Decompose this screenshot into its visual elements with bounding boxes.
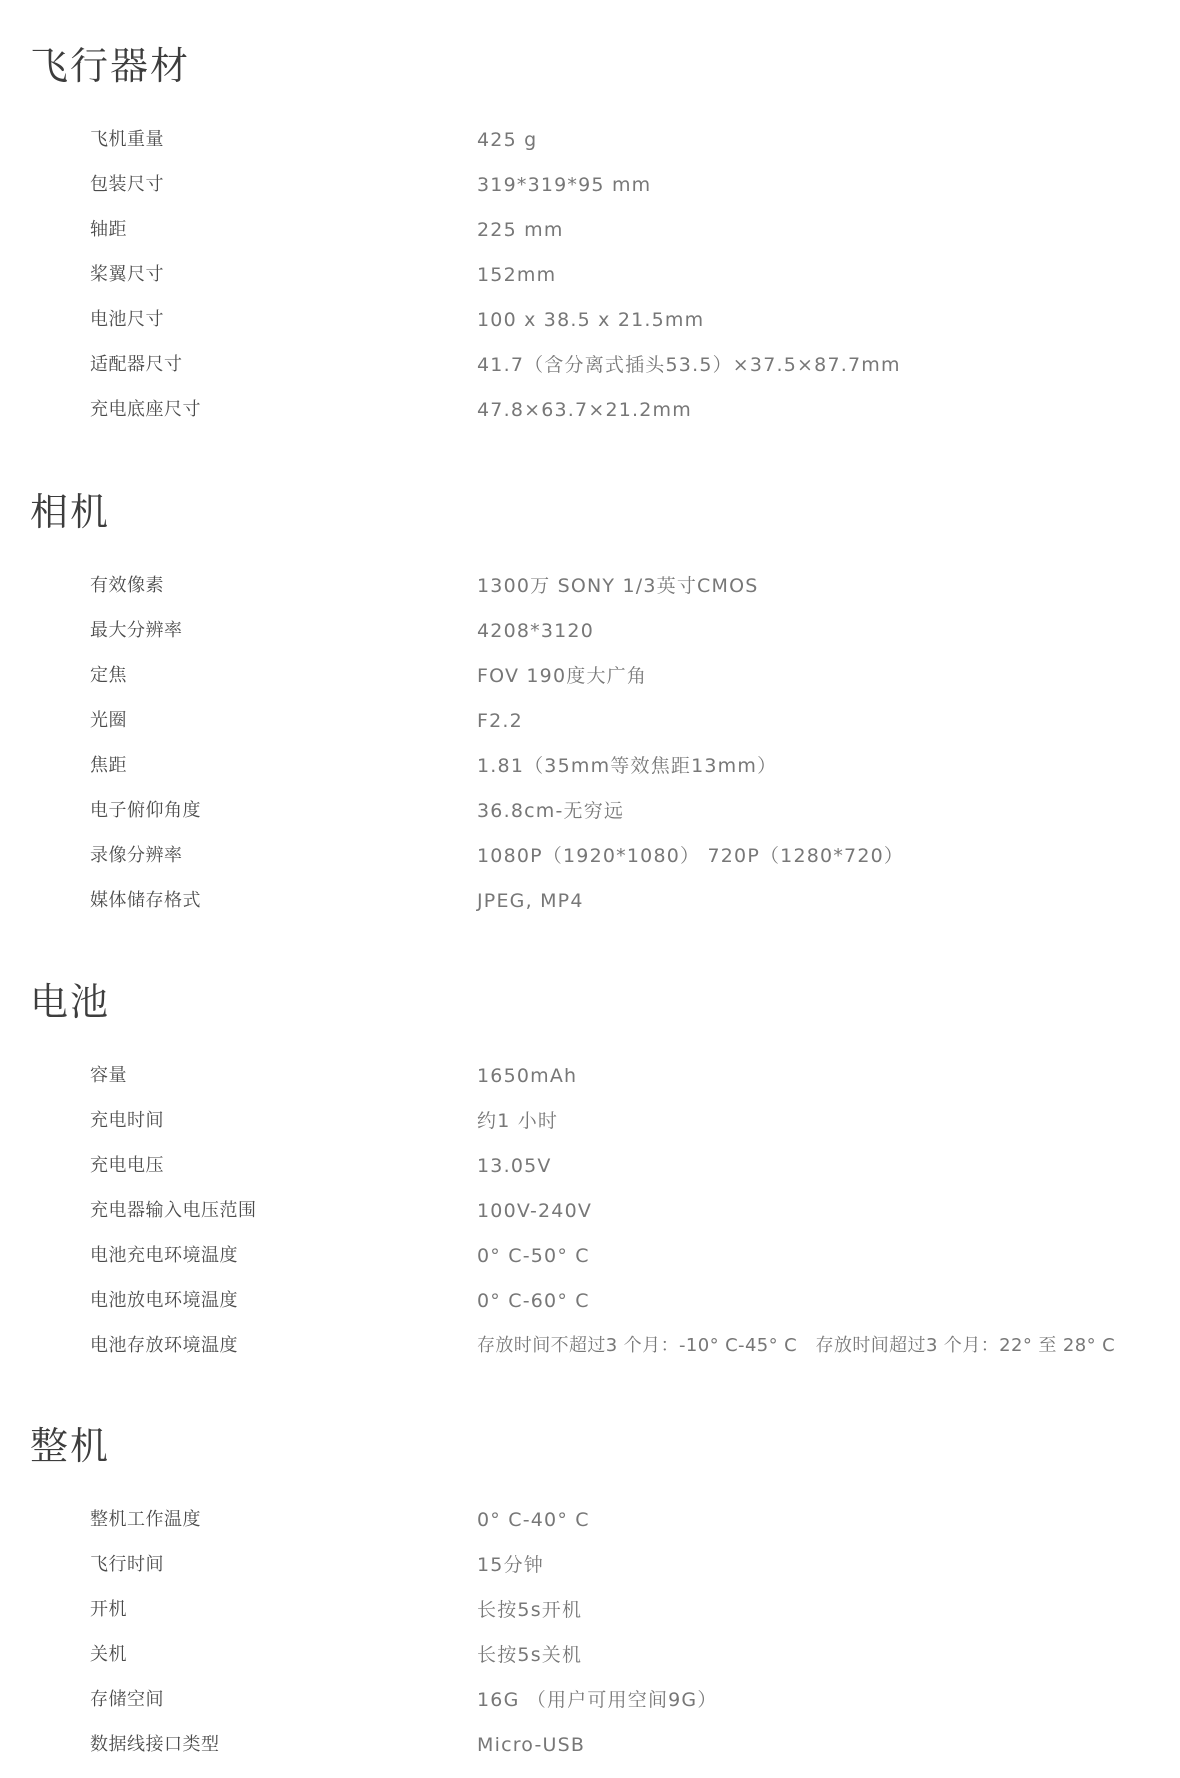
spec-label: 开机 xyxy=(90,1599,127,1620)
spec-value: 47.8×63.7×21.2mm xyxy=(477,399,692,421)
spec-label: 媒体储存格式 xyxy=(90,890,201,911)
spec-row xyxy=(0,173,1180,218)
spec-value: 长按5s开机 xyxy=(477,1599,583,1621)
spec-row xyxy=(0,574,1180,619)
spec-label: 容量 xyxy=(90,1065,127,1086)
spec-value: 13.05V xyxy=(477,1155,552,1177)
spec-value: 0° C-40° C xyxy=(477,1509,590,1531)
spec-label: 电池充电环境温度 xyxy=(90,1245,238,1266)
spec-value: F2.2 xyxy=(477,710,523,732)
spec-value: 319*319*95 mm xyxy=(477,174,652,196)
spec-row xyxy=(0,1553,1180,1598)
spec-row xyxy=(0,709,1180,754)
spec-value: 存放时间不超过3 个月：-10° C-45° C 存放时间超过3 个月：22° 至 28° C xyxy=(477,1335,1116,1356)
spec-label: 桨翼尺寸 xyxy=(90,264,164,285)
spec-row xyxy=(0,1643,1180,1688)
spec-label: 包装尺寸 xyxy=(90,174,164,195)
spec-value: 长按5s关机 xyxy=(477,1644,583,1666)
spec-row xyxy=(0,1289,1180,1334)
spec-value: 36.8cm-无穷远 xyxy=(477,800,625,822)
spec-row xyxy=(0,1109,1180,1154)
spec-value: 1650mAh xyxy=(477,1065,578,1087)
spec-label: 最大分辨率 xyxy=(90,620,183,641)
spec-label: 飞机重量 xyxy=(90,129,164,150)
spec-row xyxy=(0,1199,1180,1244)
spec-label: 电池尺寸 xyxy=(90,309,164,330)
spec-value: 425 g xyxy=(477,129,538,151)
spec-list xyxy=(0,128,1180,443)
spec-label: 录像分辨率 xyxy=(90,845,183,866)
spec-label: 电子俯仰角度 xyxy=(90,800,201,821)
spec-value: 100V-240V xyxy=(477,1200,593,1222)
spec-row xyxy=(0,398,1180,443)
spec-row xyxy=(0,308,1180,353)
spec-row xyxy=(0,1244,1180,1289)
spec-list xyxy=(0,1064,1180,1379)
spec-list xyxy=(0,574,1180,934)
spec-row xyxy=(0,1598,1180,1643)
spec-row xyxy=(0,263,1180,308)
spec-row xyxy=(0,844,1180,889)
spec-label: 电池放电环境温度 xyxy=(90,1290,238,1311)
spec-value: 4208*3120 xyxy=(477,620,595,642)
spec-value: 1080P（1920*1080） 720P（1280*720） xyxy=(477,845,905,867)
spec-row xyxy=(0,218,1180,263)
spec-row xyxy=(0,619,1180,664)
spec-label: 整机工作温度 xyxy=(90,1509,201,1530)
spec-label: 充电底座尺寸 xyxy=(90,399,201,420)
spec-value: 0° C-50° C xyxy=(477,1245,590,1267)
section-title: 相机 xyxy=(30,490,111,534)
spec-label: 充电电压 xyxy=(90,1155,164,1176)
spec-label: 光圈 xyxy=(90,710,127,731)
section-title: 电池 xyxy=(30,980,111,1024)
spec-label: 有效像素 xyxy=(90,575,164,596)
spec-value: Micro-USB xyxy=(477,1734,586,1756)
spec-label: 关机 xyxy=(90,1644,127,1665)
spec-row xyxy=(0,128,1180,173)
spec-row xyxy=(0,889,1180,934)
spec-row xyxy=(0,754,1180,799)
spec-label: 电池存放环境温度 xyxy=(90,1335,238,1356)
spec-value: 15分钟 xyxy=(477,1554,544,1576)
spec-value: 41.7（含分离式插头53.5）×37.5×87.7mm xyxy=(477,354,901,376)
spec-value: JPEG, MP4 xyxy=(477,890,584,912)
spec-value: 225 mm xyxy=(477,219,564,241)
spec-value: 16G （用户可用空间9G） xyxy=(477,1689,718,1711)
spec-label: 充电时间 xyxy=(90,1110,164,1131)
spec-row xyxy=(0,1154,1180,1199)
spec-value: 约1 小时 xyxy=(477,1110,559,1132)
spec-value: 1.81（35mm等效焦距13mm） xyxy=(477,755,778,777)
spec-row xyxy=(0,1688,1180,1733)
spec-row xyxy=(0,799,1180,844)
spec-row xyxy=(0,1334,1180,1379)
spec-label: 存储空间 xyxy=(90,1689,164,1710)
spec-row xyxy=(0,1733,1180,1778)
section-title: 飞行器材 xyxy=(30,44,191,88)
spec-label: 数据线接口类型 xyxy=(90,1734,220,1755)
spec-label: 定焦 xyxy=(90,665,127,686)
spec-row xyxy=(0,664,1180,709)
spec-value: 100 x 38.5 x 21.5mm xyxy=(477,309,705,331)
spec-label: 飞行时间 xyxy=(90,1554,164,1575)
spec-value: 1300万 SONY 1/3英寸CMOS xyxy=(477,575,759,597)
spec-value: FOV 190度大广角 xyxy=(477,665,648,687)
spec-list xyxy=(0,1508,1180,1778)
spec-label: 充电器输入电压范围 xyxy=(90,1200,257,1221)
spec-row xyxy=(0,1508,1180,1553)
section-title: 整机 xyxy=(30,1424,111,1468)
spec-value: 0° C-60° C xyxy=(477,1290,590,1312)
spec-label: 适配器尺寸 xyxy=(90,354,183,375)
spec-label: 焦距 xyxy=(90,755,127,776)
spec-label: 轴距 xyxy=(90,219,127,240)
spec-row xyxy=(0,353,1180,398)
spec-value: 152mm xyxy=(477,264,557,286)
spec-row xyxy=(0,1064,1180,1109)
